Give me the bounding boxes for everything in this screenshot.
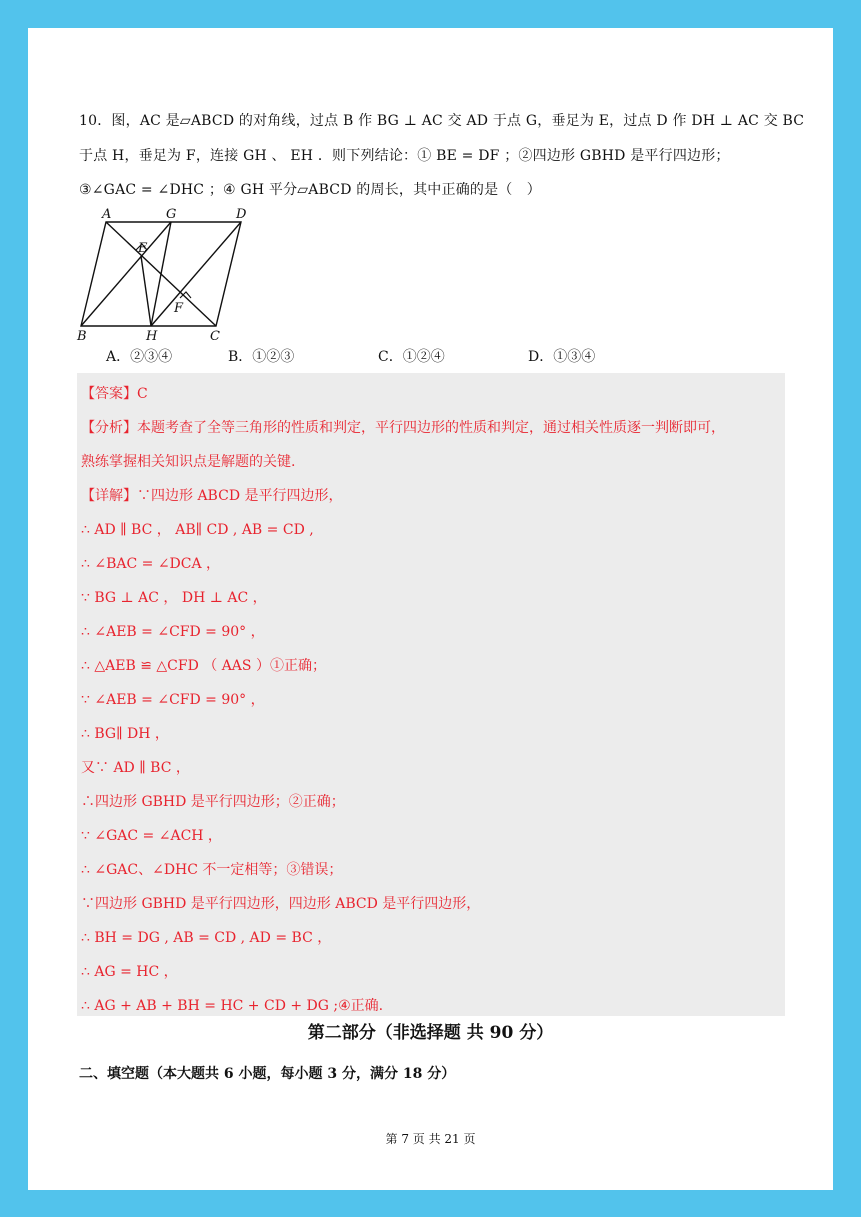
analysis-line-1: 【分析】本题考查了全等三角形的性质和判定，平行四边形的性质和判定，通过相关性质逐一判断即可， xyxy=(81,420,725,436)
option-b[interactable]: B．①②③ xyxy=(228,349,295,365)
analysis-line-2: 熟练掌握相关知识点是解题的关键. xyxy=(81,454,296,470)
label-f: F xyxy=(174,301,184,316)
section-title: 第二部分（非选择题 共 90 分） xyxy=(307,1023,554,1043)
detail-step: ∴ AG + AB + BH = HC + CD + DG ;④正确. xyxy=(81,998,384,1014)
label-a: A xyxy=(102,207,112,222)
option-d[interactable]: D．①③④ xyxy=(528,349,596,365)
page-footer: 第 7 页 共 21 页 xyxy=(385,1132,476,1146)
question-text-line-1: 10．图，AC 是▱ABCD 的对角线，过点 B 作 BG ⊥ AC 交 AD 于点 G，垂足为 E，过点 D 作 DH ⊥ AC 交 BC xyxy=(79,113,805,129)
segment-dh xyxy=(151,222,241,326)
detail-step: ∴ ∠BAC = ∠DCA ， xyxy=(81,556,221,572)
label-b: B xyxy=(77,329,87,341)
detail-step: ∴ △AEB ≌ △CFD （ AAS ）①正确； xyxy=(81,658,326,674)
detail-step: ∵四边形 GBHD 是平行四边形，四边形 ABCD 是平行四边形， xyxy=(81,896,481,912)
label-g: G xyxy=(166,207,177,222)
segment-eh xyxy=(141,256,151,326)
detail-step: ∵ ∠GAC = ∠ACH ， xyxy=(81,828,222,844)
parallelogram-figure xyxy=(76,206,251,341)
parallelogram-diagram xyxy=(76,206,251,341)
question-text-line-3: ③∠GAC = ∠DHC ；④ GH 平分▱ABCD 的周长，其中正确的是（ ） xyxy=(79,182,541,198)
segment-gh xyxy=(151,222,171,326)
label-h: H xyxy=(146,329,158,341)
answer-label: 【答案】C xyxy=(81,386,148,402)
detail-step: ∴ BH = DG , AB = CD , AD = BC ， xyxy=(81,930,332,946)
subsection-heading: 二、填空题（本大题共 6 小题，每小题 3 分，满分 18 分） xyxy=(79,1066,456,1082)
label-c: C xyxy=(210,329,220,341)
detail-step: ∵ BG ⊥ AC ， DH ⊥ AC ， xyxy=(81,590,267,606)
detail-step: 又∵ AD ∥ BC ， xyxy=(81,760,190,776)
detail-step: ∵ ∠AEB = ∠CFD = 90° ， xyxy=(81,692,265,708)
detail-step: 【详解】∵四边形 ABCD 是平行四边形， xyxy=(81,488,343,504)
option-c[interactable]: C．①②④ xyxy=(378,349,445,365)
label-d: D xyxy=(236,207,247,222)
label-e: E xyxy=(138,241,148,256)
detail-step: ∴ BG∥ DH ， xyxy=(81,726,169,742)
solution-box xyxy=(77,373,785,1016)
detail-step: ∴ AG = HC ， xyxy=(81,964,178,980)
detail-step: ∴ ∠AEB = ∠CFD = 90° ， xyxy=(81,624,265,640)
detail-step: ∴ AD ∥ BC ， AB∥ CD , AB = CD , xyxy=(81,522,314,538)
detail-step: ∴四边形 GBHD 是平行四边形；②正确； xyxy=(81,794,345,810)
exam-page xyxy=(28,28,833,1190)
option-a[interactable]: A．②③④ xyxy=(106,349,173,365)
detail-step: ∴ ∠GAC、∠DHC 不一定相等；③错误； xyxy=(81,862,343,878)
question-text-line-2: 于点 H，垂足为 F，连接 GH 、 EH ．则下列结论：① BE = DF ；②四边形 GBHD 是平行四边形； xyxy=(79,148,730,164)
segment-bg xyxy=(81,222,171,326)
